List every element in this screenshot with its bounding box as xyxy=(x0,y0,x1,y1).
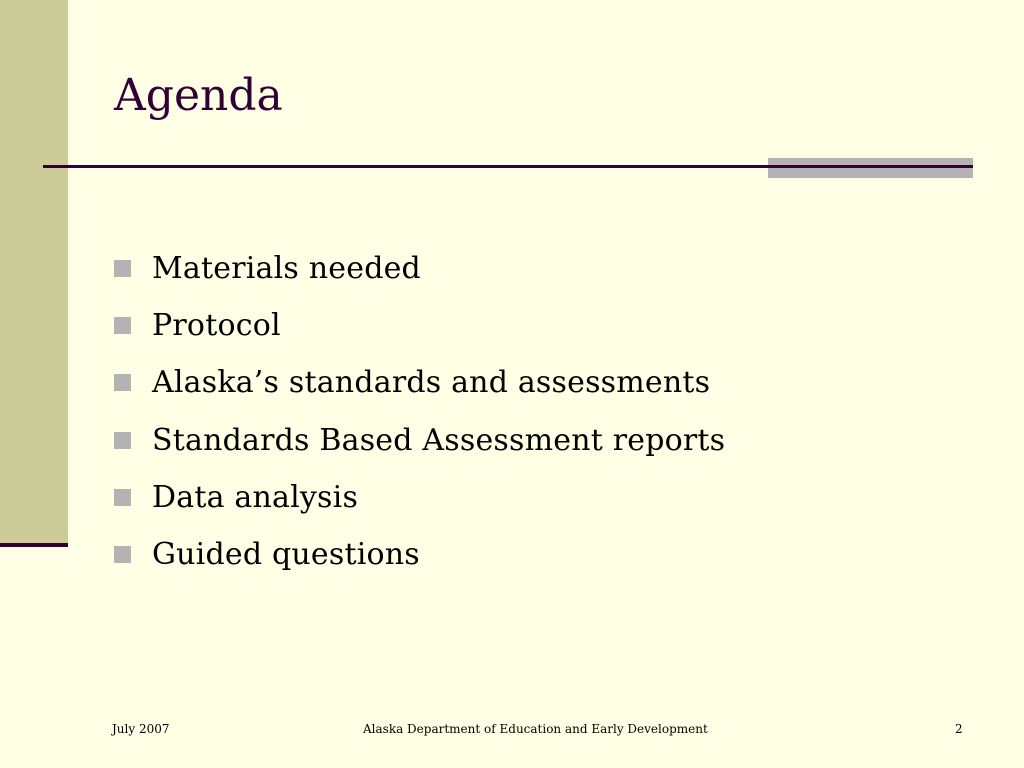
agenda-item-protocol xyxy=(114,297,725,354)
square-bullet-icon xyxy=(114,260,131,277)
agenda-item-text: Materials needed xyxy=(152,251,421,287)
agenda-item-sba-reports xyxy=(114,412,725,469)
slide-title: Agenda xyxy=(114,70,283,121)
square-bullet-icon xyxy=(114,489,131,506)
title-accent-bar-top xyxy=(768,158,973,165)
square-bullet-icon xyxy=(114,374,131,391)
footer-page-number: 2 xyxy=(955,722,963,736)
agenda-item-materials-needed xyxy=(114,240,725,297)
footer-date: July 2007 xyxy=(112,722,170,736)
footer-organization: Alaska Department of Education and Early Development xyxy=(363,722,708,736)
side-decorative-rule xyxy=(0,543,68,547)
agenda-item-text: Protocol xyxy=(152,308,281,344)
agenda-item-standards-assessments xyxy=(114,354,725,411)
square-bullet-icon xyxy=(114,546,131,563)
agenda-item-data-analysis xyxy=(114,469,725,526)
title-accent-bar-bottom xyxy=(768,168,973,178)
agenda-item-text: Guided questions xyxy=(152,537,420,573)
agenda-item-text: Alaska’s standards and assessments xyxy=(152,365,711,401)
agenda-item-text: Data analysis xyxy=(152,479,359,515)
agenda-item-guided-questions xyxy=(114,526,725,583)
square-bullet-icon xyxy=(114,432,131,449)
square-bullet-icon xyxy=(114,317,131,334)
side-decorative-band xyxy=(0,0,68,547)
agenda-item-text: Standards Based Assessment reports xyxy=(152,422,726,458)
agenda-list xyxy=(114,240,725,583)
